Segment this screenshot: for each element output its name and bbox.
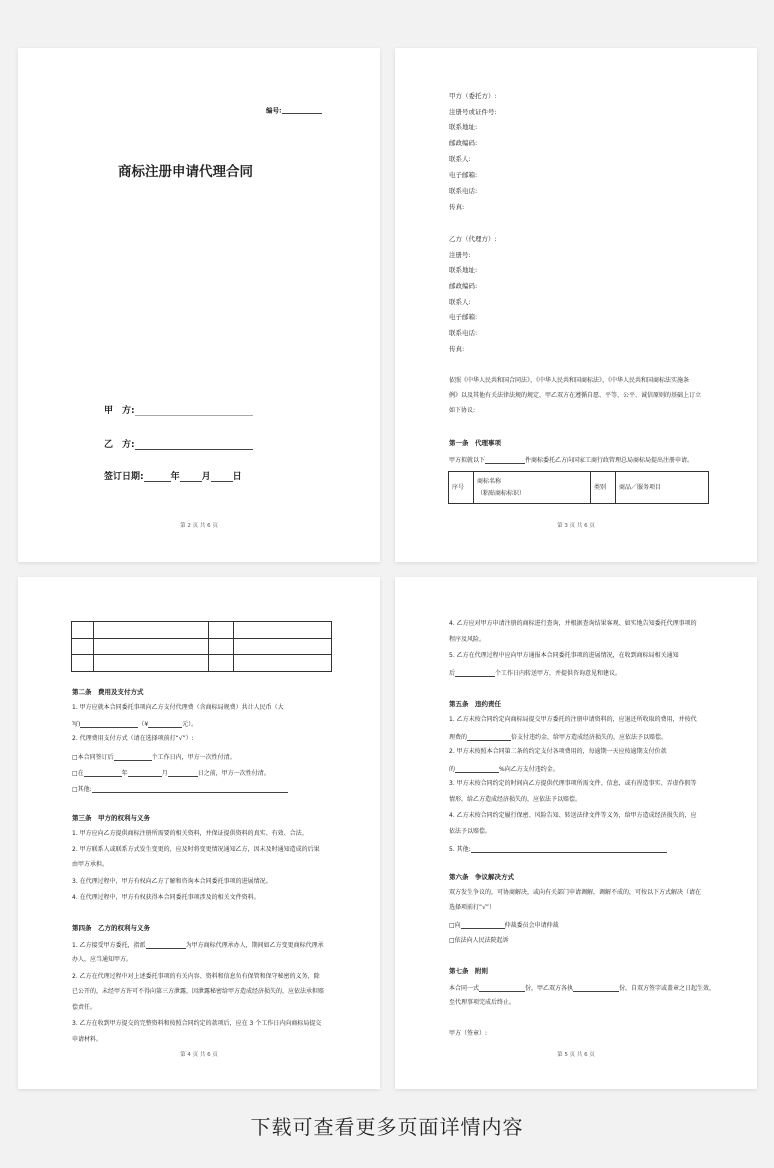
- text-line: 后 个工作日内转送甲方，并提供咨询意见和建议。: [449, 670, 622, 677]
- table-header-class: 类别: [591, 472, 616, 504]
- text-line: 4. 乙方应对甲方申请注册的商标进行查询，并根据查询结果客观、如实地告知委托代理事项的: [449, 620, 697, 627]
- page-footer: 第 2 页 共 6 页: [180, 523, 218, 529]
- text-line: 写) （¥ 元）。: [72, 721, 198, 728]
- text-line: 联系人:: [449, 298, 471, 306]
- text-line: 双方发生争议的，可协商解决，或向有关部门申请调解，调解不成的，可按以下方式解决（请在: [449, 889, 702, 896]
- text-line: 甲方（委托方）:: [449, 92, 497, 100]
- text-line: 联系地址:: [449, 266, 478, 274]
- page-footer: 第 4 页 共 6 页: [180, 1052, 218, 1058]
- text-line: 选择项前打“√”）: [449, 904, 496, 911]
- text-line: 情形，给乙方造成经济损失的，应依法予以赔偿。: [449, 796, 582, 803]
- text-line: 的 %向乙方支付违约金。: [449, 766, 559, 773]
- text-line: 注册号:: [449, 251, 471, 259]
- text-line: 1. 甲方应向乙方提供商标注册所需要的相关资料，并保证提供资料的真实、有效、合法。: [72, 830, 308, 837]
- article-4-title: 第四条 乙方的权利与义务: [72, 924, 150, 932]
- text-line: 如下协议:: [449, 407, 476, 414]
- text-line: 4. 在代理过程中，甲方有权获得本合同委托事项涉及的相关文件资料。: [72, 894, 260, 901]
- text-line: 1. 乙方未按合同约定向商标局提交甲方委托的注册申请资料的，应退还所收取的费用，并按代: [449, 716, 697, 723]
- contract-page-fees: [18, 577, 380, 1089]
- article-6-title: 第六条 争议解决方式: [449, 873, 514, 881]
- text-line: 2. 甲方联系人或联系方式发生变更的，应及时将变更情况通知乙方，因未及时通知造成的后果: [72, 846, 320, 853]
- sign-date-field: 签订日期: 年 月 日: [104, 472, 242, 482]
- contract-number-field: 编号:: [266, 106, 322, 114]
- text-line: 传真:: [449, 203, 465, 211]
- text-line: 2. 乙方在代理过程中对上述委托事项的有关内容、资料和信息负有保管和保守秘密的义务，除: [72, 973, 320, 980]
- text-line: 程序及风险。: [449, 636, 486, 643]
- signature-party-a: 甲方（签章）:: [449, 1030, 488, 1037]
- table-header-name: 商标名称 （粘贴商标标识）: [474, 472, 591, 504]
- dispute-option-1: □向 仲裁委员会申请仲裁: [449, 922, 559, 929]
- dispute-option-2: □依法向人民法院起诉: [449, 937, 509, 944]
- article-5-title: 第五条 违约责任: [449, 700, 501, 708]
- text-line: 3. 甲方未按合同约定的时间向乙方提供代理事项所需文件、信息，或有捏造事实、弄虚作假等: [449, 780, 697, 787]
- text-line: 4. 乙方未按合同约定履行保密、风险告知、转送法律文件等义务，给甲方造成经济损失的，应: [449, 812, 697, 819]
- text-line: 至代理事项完成后终止。: [449, 999, 516, 1006]
- page-footer: 第 5 页 共 6 页: [557, 1052, 595, 1058]
- text-line: 1. 乙方接受甲方委托，指派 为甲方商标代理承办人，期间如乙方变更商标代理承: [72, 942, 324, 949]
- text-line: 联系电话:: [449, 329, 478, 337]
- text-line: 申请材料。: [72, 1036, 103, 1043]
- article-2-title: 第二条 费用及支付方式: [72, 688, 144, 696]
- text-line: 由甲方承担。: [72, 861, 109, 868]
- text-line: 依法予以赔偿。: [449, 828, 492, 835]
- text-line: 本合同一式 份，甲乙双方各执 份，自双方签字或盖章之日起生效，: [449, 985, 716, 992]
- text-line: 联系电话:: [449, 187, 478, 195]
- contract-page-liability: [395, 577, 757, 1089]
- text-line: 电子邮箱:: [449, 171, 478, 179]
- payment-option-3: □其他:: [72, 785, 288, 793]
- article-1-text: 甲方拟就以下 件商标委托乙方向国家工商行政管理总局商标局提出注册申请。: [449, 457, 694, 464]
- text-line: 办人，应当通知甲方。: [72, 956, 133, 963]
- text-line: 依照《中华人民共和国合同法》、《中华人民共和国商标法》、《中华人民共和国商标法实施条: [449, 377, 690, 384]
- download-more-caption: 下载可查看更多页面详情内容: [250, 1115, 524, 1139]
- table-header-goods: 商品／服务项目: [616, 472, 709, 504]
- text-line: 乙方（代理方）:: [449, 235, 497, 243]
- text-line: 例》以及其他有关法律法规的规定，甲乙双方在遵循自愿、平等、公平、诚信原则的基础上订立: [449, 392, 702, 399]
- text-line: 理费的 倍支付违约金，给甲方造成经济损失的，应依法予以赔偿。: [449, 734, 668, 741]
- text-line: 传真:: [449, 345, 465, 353]
- text-line: 邮政编码:: [449, 282, 478, 290]
- text-line: 联系人:: [449, 155, 471, 163]
- contract-page-cover: [18, 48, 380, 562]
- text-line: 注册号或证件号:: [449, 108, 497, 116]
- article-7-title: 第七条 附则: [449, 967, 488, 975]
- text-line: 已公开的，未经甲方许可不得向第三方泄露，因泄露秘密给甲方造成经济损失的，应依法承担赔: [72, 988, 325, 995]
- text-line: 3. 乙方在收到甲方提交的完整资料和按照合同约定的款项后，应在 3 个工作日内向商标局提交: [72, 1020, 322, 1027]
- text-line: 邮政编码:: [449, 139, 478, 147]
- text-line: 2. 甲方未按照本合同第二条的约定支付各项费用的，每逾期一天应按逾期支付价款: [449, 748, 667, 755]
- text-line: 5. 乙方在代理过程中应向甲方通报本合同委托事项的进展情况，在收到商标局相关通知: [449, 652, 679, 659]
- text-line: 3. 在代理过程中，甲方有权向乙方了解和咨询本合同委托事项的进展情况。: [72, 878, 272, 885]
- party-a-field: 甲 方:: [104, 407, 253, 416]
- text-line: 联系地址:: [449, 123, 478, 131]
- text-line: 偿责任。: [72, 1004, 97, 1011]
- text-line: 1. 甲方应就本合同委托事项向乙方支付代理费（含商标局规费）共计人民币（大: [72, 704, 284, 711]
- continued-table: [71, 621, 332, 672]
- contract-title: 商标注册申请代理合同: [118, 164, 253, 180]
- trademark-table: [448, 471, 709, 504]
- contract-page-parties: [395, 48, 757, 562]
- payment-option-1: □本合同签订后 个工作日内，甲方一次性付清。: [72, 754, 236, 761]
- payment-option-2: □在 年 月 日之前，甲方一次性付清。: [72, 770, 270, 777]
- text-line: 5. 其他:: [449, 845, 667, 853]
- text-line: 2. 代理费用支付方式（请在选择项前打“√”）:: [72, 735, 194, 742]
- table-header-no: 序号: [449, 472, 474, 504]
- party-b-field: 乙 方:: [104, 441, 253, 450]
- article-3-title: 第三条 甲方的权利与义务: [72, 814, 150, 822]
- text-line: 电子邮箱:: [449, 313, 478, 321]
- page-footer: 第 3 页 共 6 页: [557, 523, 595, 529]
- article-1-title: 第一条 代理事项: [449, 439, 501, 447]
